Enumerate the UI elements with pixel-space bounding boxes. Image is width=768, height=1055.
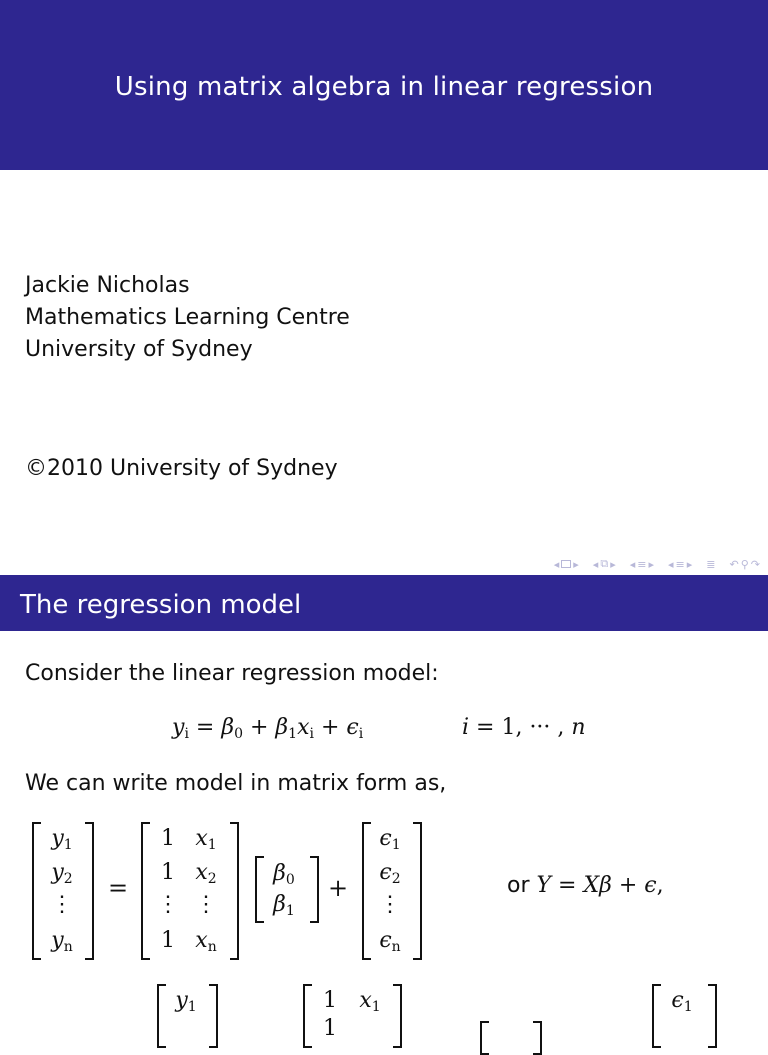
beamer-navigation-bar: [554, 556, 760, 572]
subsection-icon[interactable]: ⧉: [600, 557, 609, 570]
align-icon[interactable]: ≣: [706, 557, 716, 571]
frame-title: The regression model: [20, 590, 302, 620]
x-matrix-cell: $x_1$: [195, 826, 217, 853]
x-matrix-cell: ⋮: [157, 892, 179, 917]
epsilon-entry-4: $\epsilon_n$: [379, 928, 401, 955]
model-equation: $y_i = \beta_0 + \beta_1x_i + \epsilon_i$: [172, 715, 364, 742]
beta-entry-0: $\beta_0$: [273, 861, 295, 888]
epsilon-entry-2: $\epsilon_2$: [379, 860, 401, 887]
y-vector-entry-4: $y_n$: [51, 928, 73, 955]
x-matrix-cell: 1: [161, 860, 175, 885]
partial-epsilon-entry: $\epsilon_1$: [671, 988, 693, 1015]
presentation-title: Using matrix algebra in linear regression: [114, 72, 654, 102]
x-matrix-cell: $x_2$: [195, 860, 217, 887]
left-bracket: [480, 1021, 489, 1055]
compact-matrix-form: or Y = Xβ + ϵ,: [507, 873, 664, 898]
model-index-range: i = 1, ··· , n: [462, 715, 586, 740]
partial-x-cell: 1: [323, 1016, 337, 1041]
beta-entry-1: $\beta_1$: [273, 892, 295, 919]
right-bracket: [393, 984, 402, 1048]
author-name: Jackie Nicholas: [25, 273, 190, 298]
nav-section-group[interactable]: ◂ ≡ ▸: [668, 557, 693, 571]
epsilon-entry-1: $\epsilon_1$: [379, 826, 401, 853]
nav-subsection-group[interactable]: ◂ ≡ ▸: [629, 557, 654, 571]
search-icon[interactable]: ⚲: [740, 557, 749, 571]
nav-tools-group[interactable]: [730, 558, 761, 571]
right-bracket: [230, 822, 239, 960]
arrow-left-icon[interactable]: ◂: [553, 557, 560, 571]
regression-model-slide: [0, 575, 768, 1024]
plus-sign: +: [328, 874, 349, 902]
right-bracket: [708, 984, 717, 1048]
x-matrix-cell: 1: [161, 928, 175, 953]
left-bracket: [652, 984, 661, 1048]
frame-icon[interactable]: [561, 560, 571, 568]
frame-title-bar: [0, 575, 768, 631]
x-matrix-cell: $x_n$: [195, 928, 217, 955]
right-bracket: [85, 822, 94, 960]
equals-sign: =: [108, 874, 129, 902]
right-bracket: [209, 984, 218, 1048]
epsilon-entry-3: ⋮: [379, 892, 401, 917]
left-bracket: [255, 856, 264, 923]
author-block: [25, 270, 350, 366]
y-vector-entry-3: ⋮: [51, 892, 73, 917]
author-institution: University of Sydney: [25, 337, 253, 362]
matrix-intro-text: We can write model in matrix form as,: [25, 771, 447, 796]
partial-y-entry: $y_1$: [175, 988, 197, 1015]
left-bracket: [32, 822, 41, 960]
right-bracket: [533, 1021, 542, 1055]
x-matrix-cell: 1: [161, 826, 175, 851]
right-bracket: [310, 856, 319, 923]
partial-x-cell: $x_1$: [359, 988, 381, 1015]
section-icon[interactable]: ≡: [637, 557, 647, 571]
y-vector-entry-1: $y_1$: [51, 826, 73, 853]
redo-icon[interactable]: ↷: [750, 557, 760, 571]
author-department: Mathematics Learning Centre: [25, 305, 350, 330]
x-matrix-cell: ⋮: [195, 892, 217, 917]
undo-icon[interactable]: ↶: [729, 557, 739, 571]
intro-text: Consider the linear regression model:: [25, 661, 439, 686]
left-bracket: [157, 984, 166, 1048]
partial-x-cell: 1: [323, 988, 337, 1013]
copyright-notice: ©2010 University of Sydney: [25, 456, 338, 481]
nav-frame-group[interactable]: ◂ ⧉ ▸: [592, 557, 616, 571]
y-vector-entry-2: $y_2$: [51, 860, 73, 887]
nav-slide-group[interactable]: [554, 558, 579, 571]
arrow-right-icon[interactable]: ▸: [573, 557, 579, 571]
title-banner: [0, 0, 768, 170]
right-bracket: [413, 822, 422, 960]
